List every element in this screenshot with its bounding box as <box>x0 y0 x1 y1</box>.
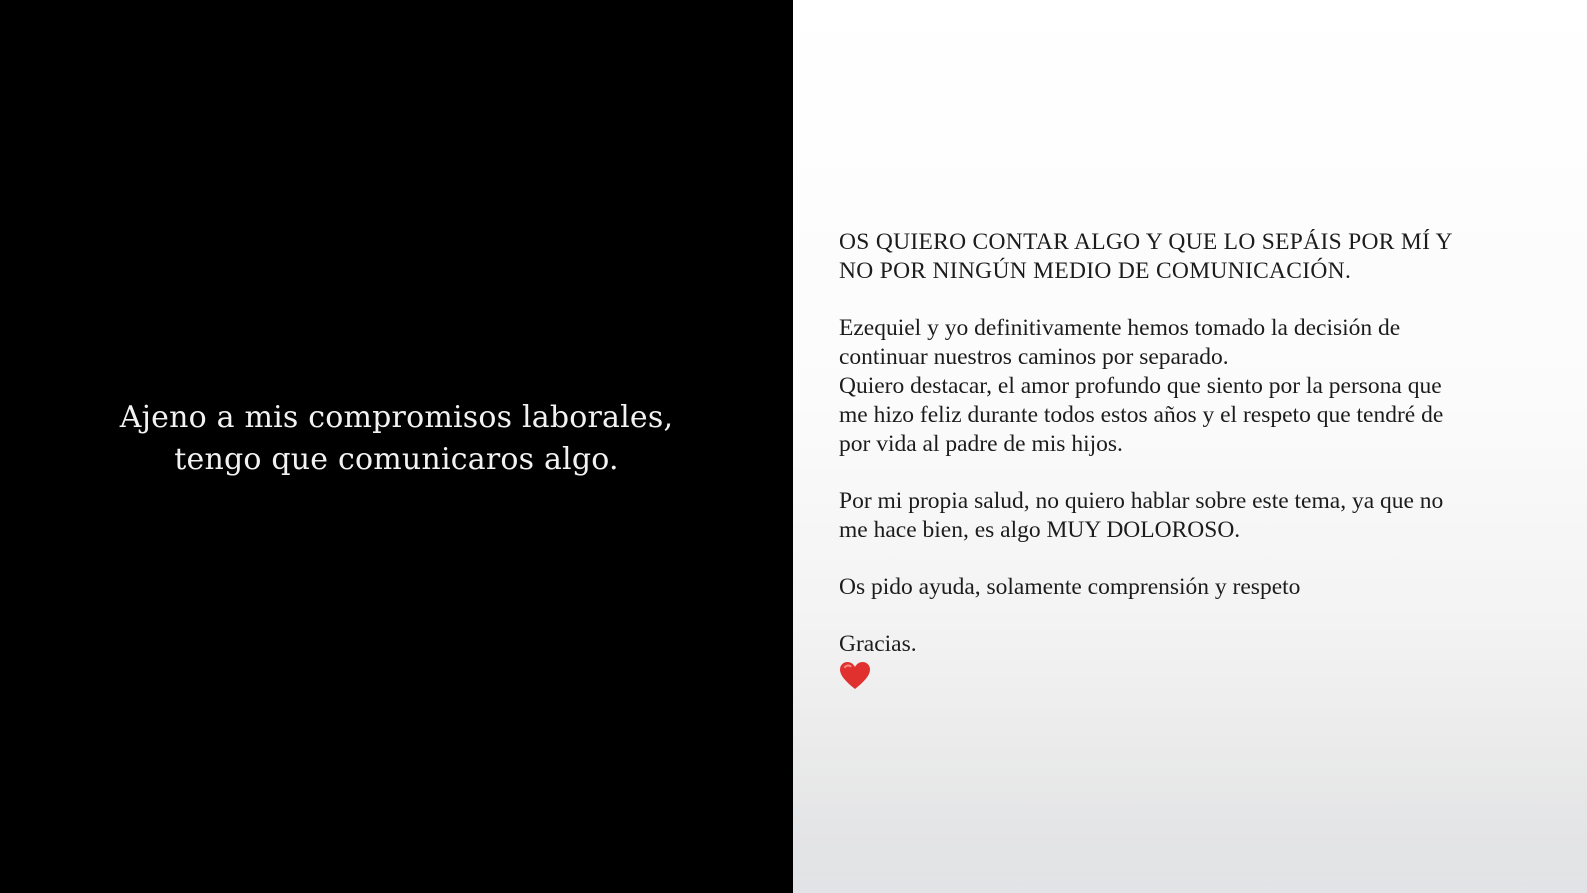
para3-line-2: me hace bien, es algo MUY DOLOROSO. <box>839 517 1241 543</box>
left-line-2: tengo que comunicaros algo. <box>174 441 619 477</box>
statement-paragraph-1 <box>839 314 1559 372</box>
statement-closing: Gracias. <box>839 631 917 657</box>
para2-line-3: por vida al padre de mis hijos. <box>839 431 1123 457</box>
para3-line-1: Por mi propia salud, no quiero hablar sobre este tema, ya que no <box>839 488 1444 514</box>
statement-paragraph-2 <box>839 372 1559 459</box>
para2-line-2: me hizo feliz durante todos estos años y el respeto que tendré de <box>839 402 1444 428</box>
left-line-1: Ajeno a mis compromisos laborales, <box>119 399 674 435</box>
statement-paragraph-3 <box>839 487 1559 545</box>
red-heart-icon <box>839 661 871 691</box>
statement-heading <box>839 228 1559 286</box>
para1-line-2: continuar nuestros caminos por separado. <box>839 344 1229 370</box>
left-story-panel <box>0 0 793 893</box>
heading-line-2: NO POR NINGÚN MEDIO DE COMUNICACIÓN. <box>839 258 1352 284</box>
para1-line-1: Ezequiel y yo definitivamente hemos tomado la decisión de <box>839 315 1401 341</box>
heading-line-1: OS QUIERO CONTAR ALGO Y QUE LO SEPÁIS POR MÍ Y <box>839 229 1453 255</box>
left-story-text <box>120 397 673 481</box>
statement-text <box>839 228 1559 691</box>
right-story-panel <box>793 0 1587 893</box>
para2-line-1: Quiero destacar, el amor profundo que siento por la persona que <box>839 373 1442 399</box>
statement-paragraph-4: Os pido ayuda, solamente comprensión y respeto <box>839 574 1301 600</box>
